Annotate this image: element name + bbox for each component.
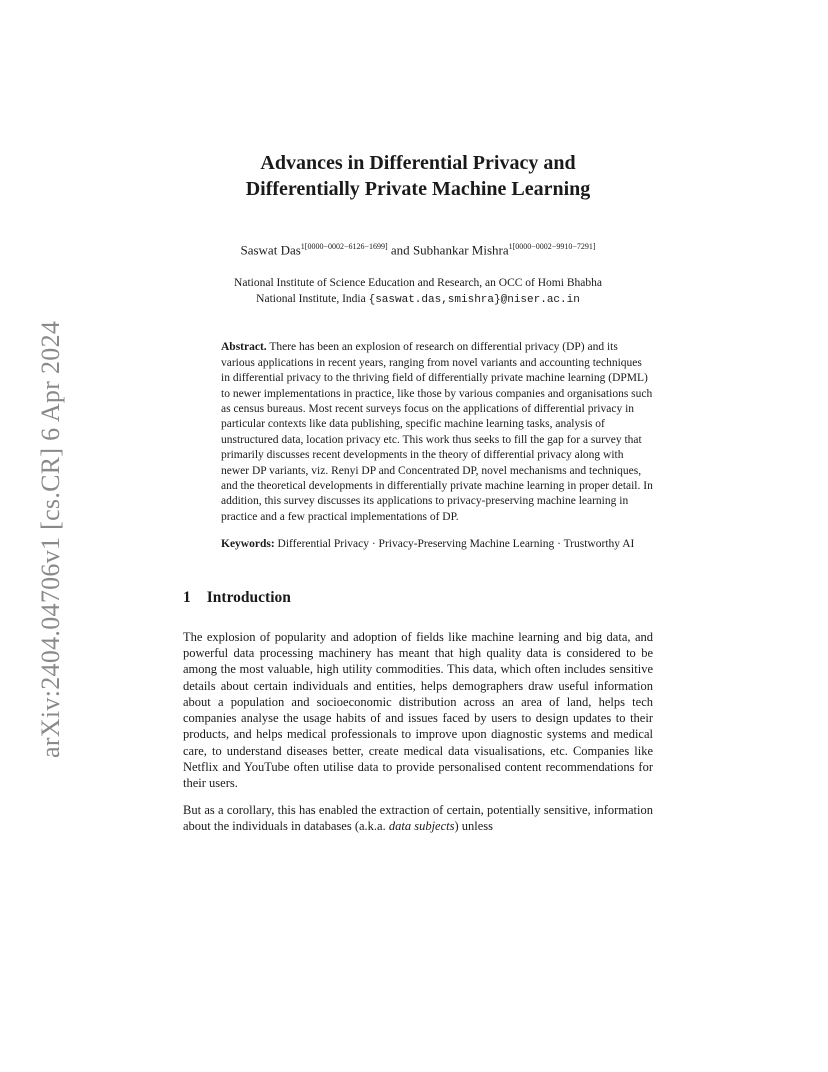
abstract — [221, 340, 653, 525]
title-line-2: Differentially Private Machine Learning — [245, 178, 591, 200]
paragraph-2-emphasis: data subjects — [388, 818, 455, 833]
keywords-label: Keywords: — [221, 538, 275, 551]
affiliation — [183, 275, 653, 308]
paper-first-page — [183, 150, 653, 844]
author-list — [183, 238, 653, 259]
author-2-orcid: 1[0000−0002−9910−7291] — [508, 242, 596, 251]
abstract-text: There has been an explosion of research on differential privacy (DP) and its various applications in recent years, ranging from novel variants and accounting techniques in differential privacy to the thriving field of differentially private machine learning (DPML) to newer implementations in practice, like those by various companies and organisations such as census bureaus. Most recent surveys focus on the applications of differential privacy in particular contexts like data publishing, specific machine learning tasks, analysis of unstructured data, location privacy etc. This work thus seeks to fill the gap for a survey that primarily discusses recent developments in the theory of differential privacy along with newer DP variants, viz. Renyi DP and Concentrated DP, novel mechanisms and techniques, and the theoretical developments in differentially private machine learning in proper detail. In addition, this survey discusses its applications to privacy-preserving machine learning in practice and a few practical implementations of DP. — [221, 341, 653, 523]
title-line-1: Advances in Differential Privacy and — [260, 152, 576, 174]
author-2-name: Subhankar Mishra — [412, 242, 509, 258]
affiliation-line-2: National Institute, India — [256, 293, 369, 306]
author-1-orcid: 1[0000−0002−6126−1699] — [300, 242, 388, 251]
author-emails: {saswat.das,smishra}@niser.ac.in — [368, 294, 580, 307]
abstract-label: Abstract. — [221, 341, 267, 354]
keywords — [221, 537, 653, 552]
affiliation-line-1: National Institute of Science Education and Research, an OCC of Homi Bhabha — [234, 277, 602, 290]
section-body — [183, 629, 653, 835]
author-1-name: Saswat Das — [240, 242, 301, 258]
section-title: Introduction — [206, 588, 291, 606]
keywords-text: Differential Privacy · Privacy-Preserving Machine Learning · Trustworthy AI — [277, 538, 635, 551]
arxiv-identifier-stamp: arXiv:2404.04706v1 [cs.CR] 6 Apr 2024 — [36, 320, 65, 758]
paragraph-1: The explosion of popularity and adoption of fields like machine learning and big data, and powerful data processing machinery has meant that high quality data is considered to be among the most valuable, high utility commodities. This data, which often includes sensitive details about certain individuals and entities, helps demographers draw useful information about a population and socioeconomic distribution across an area of land, helps tech companies analyse the usage habits of and issues faced by users to design updates to their products, and helps medical professionals to improve upon diagnostic systems and medical care, to understand diseases better, create medical data visualisations, etc. Companies like Netflix and YouTube often utilise data to provide personalised content recommendations for their users. — [183, 629, 653, 791]
paragraph-2-start: But as a corollary, this has enabled the extraction of certain, potentially sensitive, information about the individuals in databases (a.k.a. — [183, 802, 653, 833]
paragraph-2-end: ) unless — [454, 818, 494, 833]
section-number: 1 — [183, 588, 191, 606]
author-conjunction: and — [390, 242, 410, 258]
paper-title — [183, 150, 653, 202]
paragraph-2 — [183, 802, 653, 835]
section-heading — [183, 589, 653, 607]
